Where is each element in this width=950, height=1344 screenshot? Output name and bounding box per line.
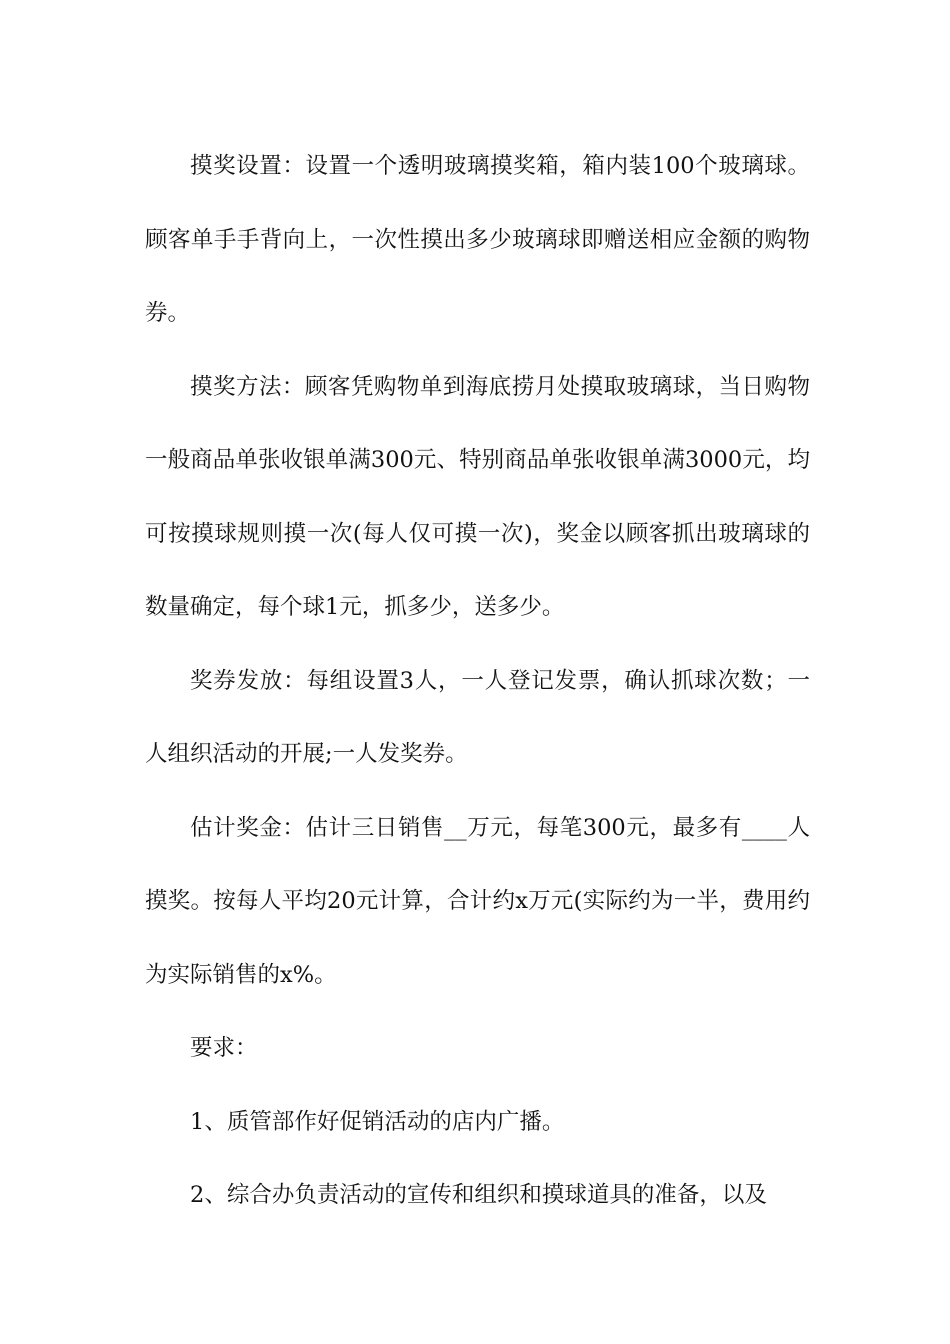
paragraph-requirement-1: 1、质管部作好促销活动的店内广播。 <box>190 1108 565 1135</box>
paragraph-requirements-heading: 要求： <box>190 1035 258 1061</box>
paragraph-voucher-issuing: 奖券发放：每组设置3人，一人登记发票，确认抓球次数；一人组织活动的开展;一人发奖券。 <box>145 667 810 767</box>
paragraph-prize-setup: 摸奖设置：设置一个透明玻璃摸奖箱，箱内装100个玻璃球。顾客单手手背向上，一次性摸出多少玻璃球即赠送相应金额的购物券。 <box>145 153 810 326</box>
paragraph-draw-method: 摸奖方法：顾客凭购物单到海底捞月处摸取玻璃球，当日购物一般商品单张收银单满300元、特别商品单张收银单满3000元，均可按摸球规则摸一次(每人仅可摸一次)，奖金以顾客抓出玻璃球的数量确定，每个球1元，抓多少，送多少。 <box>145 373 810 620</box>
document-body <box>145 130 810 1233</box>
paragraph-requirement-2: 2、综合办负责活动的宣传和组织和摸球道具的准备，以及 <box>190 1182 767 1208</box>
paragraph-estimated-prize: 估计奖金：估计三日销售__万元，每笔300元，最多有____人摸奖。按每人平均20元计算，合计约x万元(实际约为一半，费用约为实际销售的x%。 <box>145 814 810 988</box>
